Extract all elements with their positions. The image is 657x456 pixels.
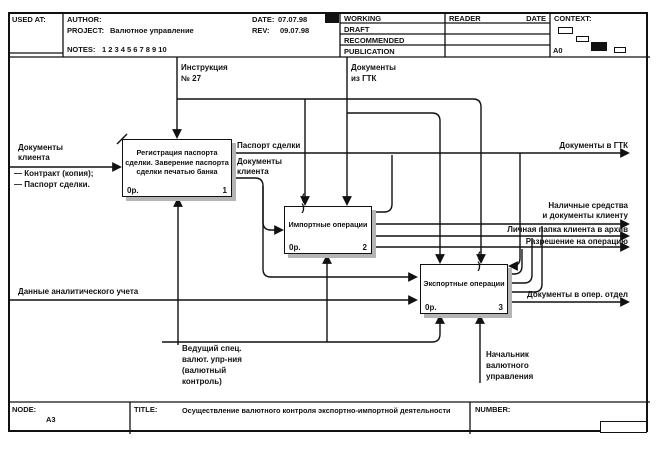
activity-box-3-title: Экспортные операции (423, 278, 505, 288)
project-value: Валютное управление (110, 26, 194, 35)
author-label: AUTHOR: (67, 15, 102, 24)
client-docs-mid-line2: клиента (237, 167, 269, 176)
gtk-in-label-line1: Документы (351, 63, 396, 72)
status-publication: PUBLICATION (344, 47, 395, 56)
used-at-label: USED AT: (12, 15, 46, 24)
activity-box-2-number: 2 (362, 243, 367, 252)
activity-box-1-number: 1 (222, 186, 227, 195)
analytics-in-label: Данные аналитического учета (18, 287, 139, 296)
activity-box-1-title: Регистрация паспорта сделки. Заверение паспорта сделки печатью банка (125, 148, 229, 177)
rev-label: REV: (252, 26, 270, 35)
activity-box-3 (420, 264, 508, 314)
client-docs-detail-line2: — Паспорт сделки. (14, 180, 90, 189)
to-gtk-label: Документы в ГТК (559, 141, 628, 150)
title-label: TITLE: (134, 405, 158, 414)
activity-box-1-cost: 0р. (127, 186, 139, 195)
specialist-label-line4: контроль) (182, 377, 222, 386)
folder-out-label: Личная папка клиента в архив (507, 225, 628, 234)
tunnel-mark-box2: ( ) (301, 193, 309, 214)
context-minibox-2 (576, 36, 589, 42)
date-value: 07.07.98 (278, 15, 308, 24)
notes-label: NOTES: (67, 45, 96, 54)
reader-label: READER (449, 14, 481, 23)
activity-box-3-number: 3 (498, 303, 503, 312)
cash-out-line1: Наличные средства (548, 201, 628, 210)
number-label: NUMBER: (475, 405, 511, 414)
rev-value: 09.07.98 (280, 26, 310, 35)
oper-dept-out-label: Документы в опер. отдел (527, 290, 628, 299)
title-value: Осуществление валютного контроля экспортно-импортной деятельности (182, 406, 451, 415)
instruction-label-line1: Инструкция (181, 63, 228, 72)
context-minibox-1 (558, 27, 573, 34)
context-minibox-3 (614, 47, 626, 53)
chief-label-line2: валютного (486, 361, 529, 370)
activity-box-3-cost: 0р. (425, 303, 437, 312)
date-label: DATE: (252, 15, 275, 24)
client-docs-detail-line1: — Контракт (копия); (14, 169, 94, 178)
node-value: A3 (46, 415, 56, 424)
client-docs-mid-line1: Документы (237, 157, 282, 166)
node-label: NODE: (12, 405, 37, 414)
reader-date-label: DATE (526, 14, 546, 23)
cash-out-line2: и документы клиенту (542, 211, 628, 220)
number-small-box (600, 421, 647, 433)
tunnel-mark-box3: ( ) (477, 251, 485, 272)
pasport-out-label: Паспорт сделки (237, 141, 301, 150)
chief-label-line1: Начальник (486, 350, 529, 359)
project-label: PROJECT: (67, 26, 105, 35)
chief-label-line3: управления (486, 372, 534, 381)
client-docs-in-line1: Документы (18, 143, 63, 152)
status-working: WORKING (344, 14, 382, 23)
activity-box-2-title: Импортные операции (288, 219, 368, 229)
context-minibox-current (591, 42, 607, 51)
instruction-label-line2: № 27 (181, 74, 202, 83)
specialist-label-line3: (валютный (182, 366, 227, 375)
notes-value: 1 2 3 4 5 6 7 8 9 10 (102, 45, 167, 54)
activity-box-2-cost: 0р. (289, 243, 301, 252)
working-black-cell (325, 13, 339, 23)
context-node-value: A0 (553, 46, 563, 55)
context-label: CONTEXT: (554, 14, 592, 23)
status-draft: DRAFT (344, 25, 370, 34)
status-recommended: RECOMMENDED (344, 36, 405, 45)
client-docs-in-line2: клиента (18, 153, 50, 162)
specialist-label-line1: Ведущий спец. (182, 344, 242, 353)
activity-box-1 (122, 139, 232, 197)
permission-out-label: Разрешение на операцию (525, 237, 628, 246)
specialist-label-line2: валют. упр-ния (182, 355, 242, 364)
gtk-in-label-line2: из ГТК (351, 74, 377, 83)
